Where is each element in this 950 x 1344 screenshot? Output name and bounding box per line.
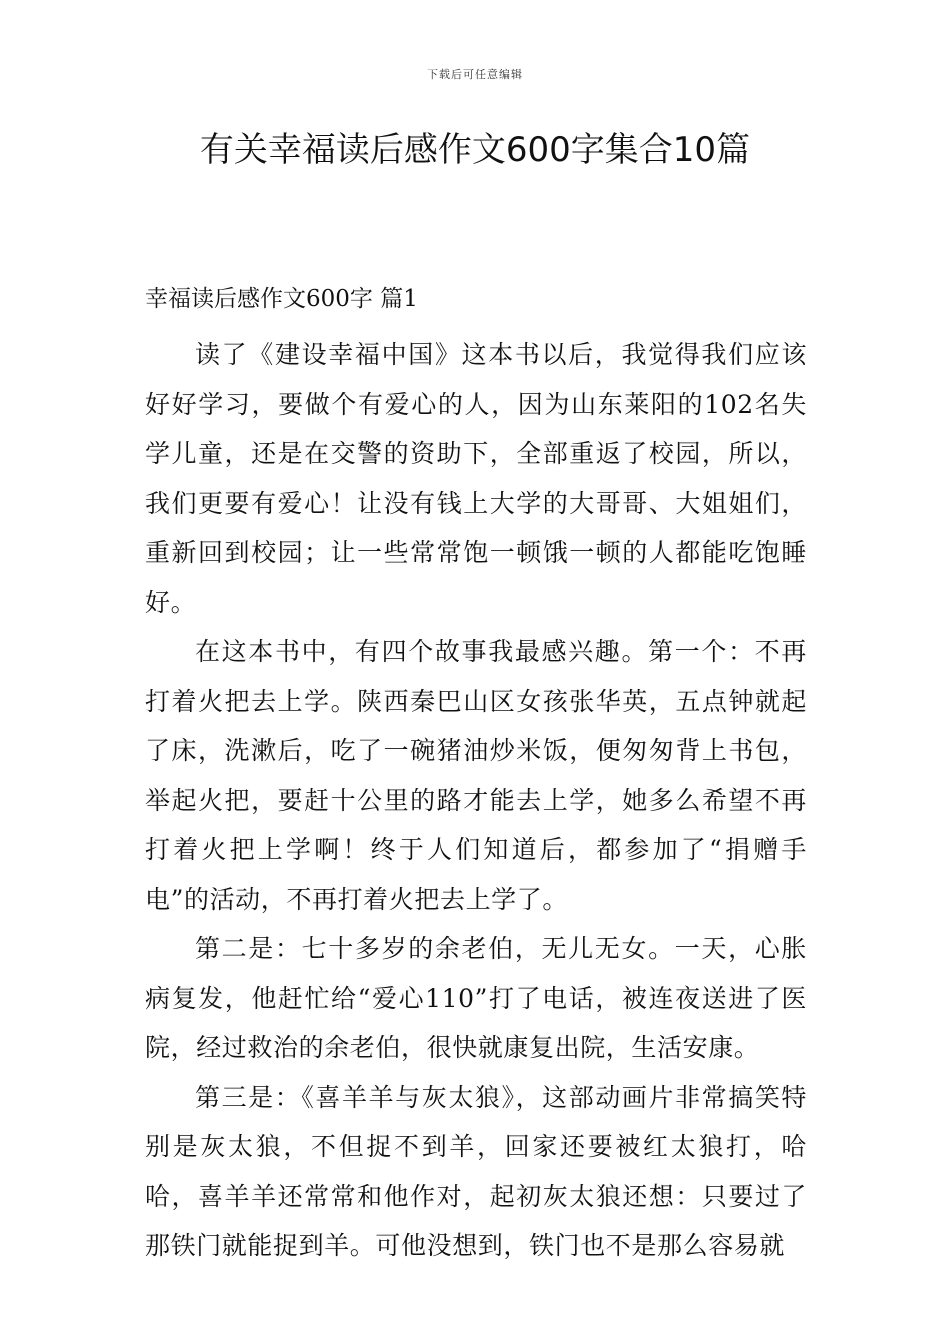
paragraph-4: 第三是：《喜羊羊与灰太狼》，这部动画片非常搞笑特别是灰太狼，不但捉不到羊，回家还要被红太狼打，哈哈，喜羊羊还常常和他作对，起初灰太狼还想：只要过了那铁门就能捉到羊。可他没想到，铁门也不是那么容易就 (145, 1082, 807, 1260)
paragraph-2: 在这本书中，有四个故事我最感兴趣。第一个：不再打着火把去上学。陕西秦巴山区女孩张华英，五点钟就起了床，洗漱后，吃了一碗猪油炒米饭，便匆匆背上书包，举起火把，要赶十公里的路才能去上学，她多么希望不再打着火把上学啊！终于人们知道后，都参加了“捐赠手电”的活动，不再打着火把去上学了。 (145, 637, 807, 914)
header-note: 下载后可任意编辑 (427, 68, 523, 81)
paragraph-3: 第二是：七十多岁的余老伯，无儿无女。一天，心胀病复发，他赶忙给“爱心110”打了电话，被连夜送进了医院，经过救治的余老伯，很快就康复出院，生活安康。 (145, 934, 807, 1062)
paragraph-1: 读了《建设幸福中国》这本书以后，我觉得我们应该好好学习，要做个有爱心的人，因为山东莱阳的102名失学儿童，还是在交警的资助下，全部重返了校园，所以，我们更要有爱心！让没有钱上大学的大哥哥、大姐姐们，重新回到校园；让一些常常饱一顿饿一顿的人都能吃饱睡好。 (145, 340, 807, 617)
document-title: 有关幸福读后感作文600字集合10篇 (199, 130, 751, 170)
section-heading: 幸福读后感作文600字 篇1 (145, 286, 418, 312)
article-body (145, 330, 807, 1271)
